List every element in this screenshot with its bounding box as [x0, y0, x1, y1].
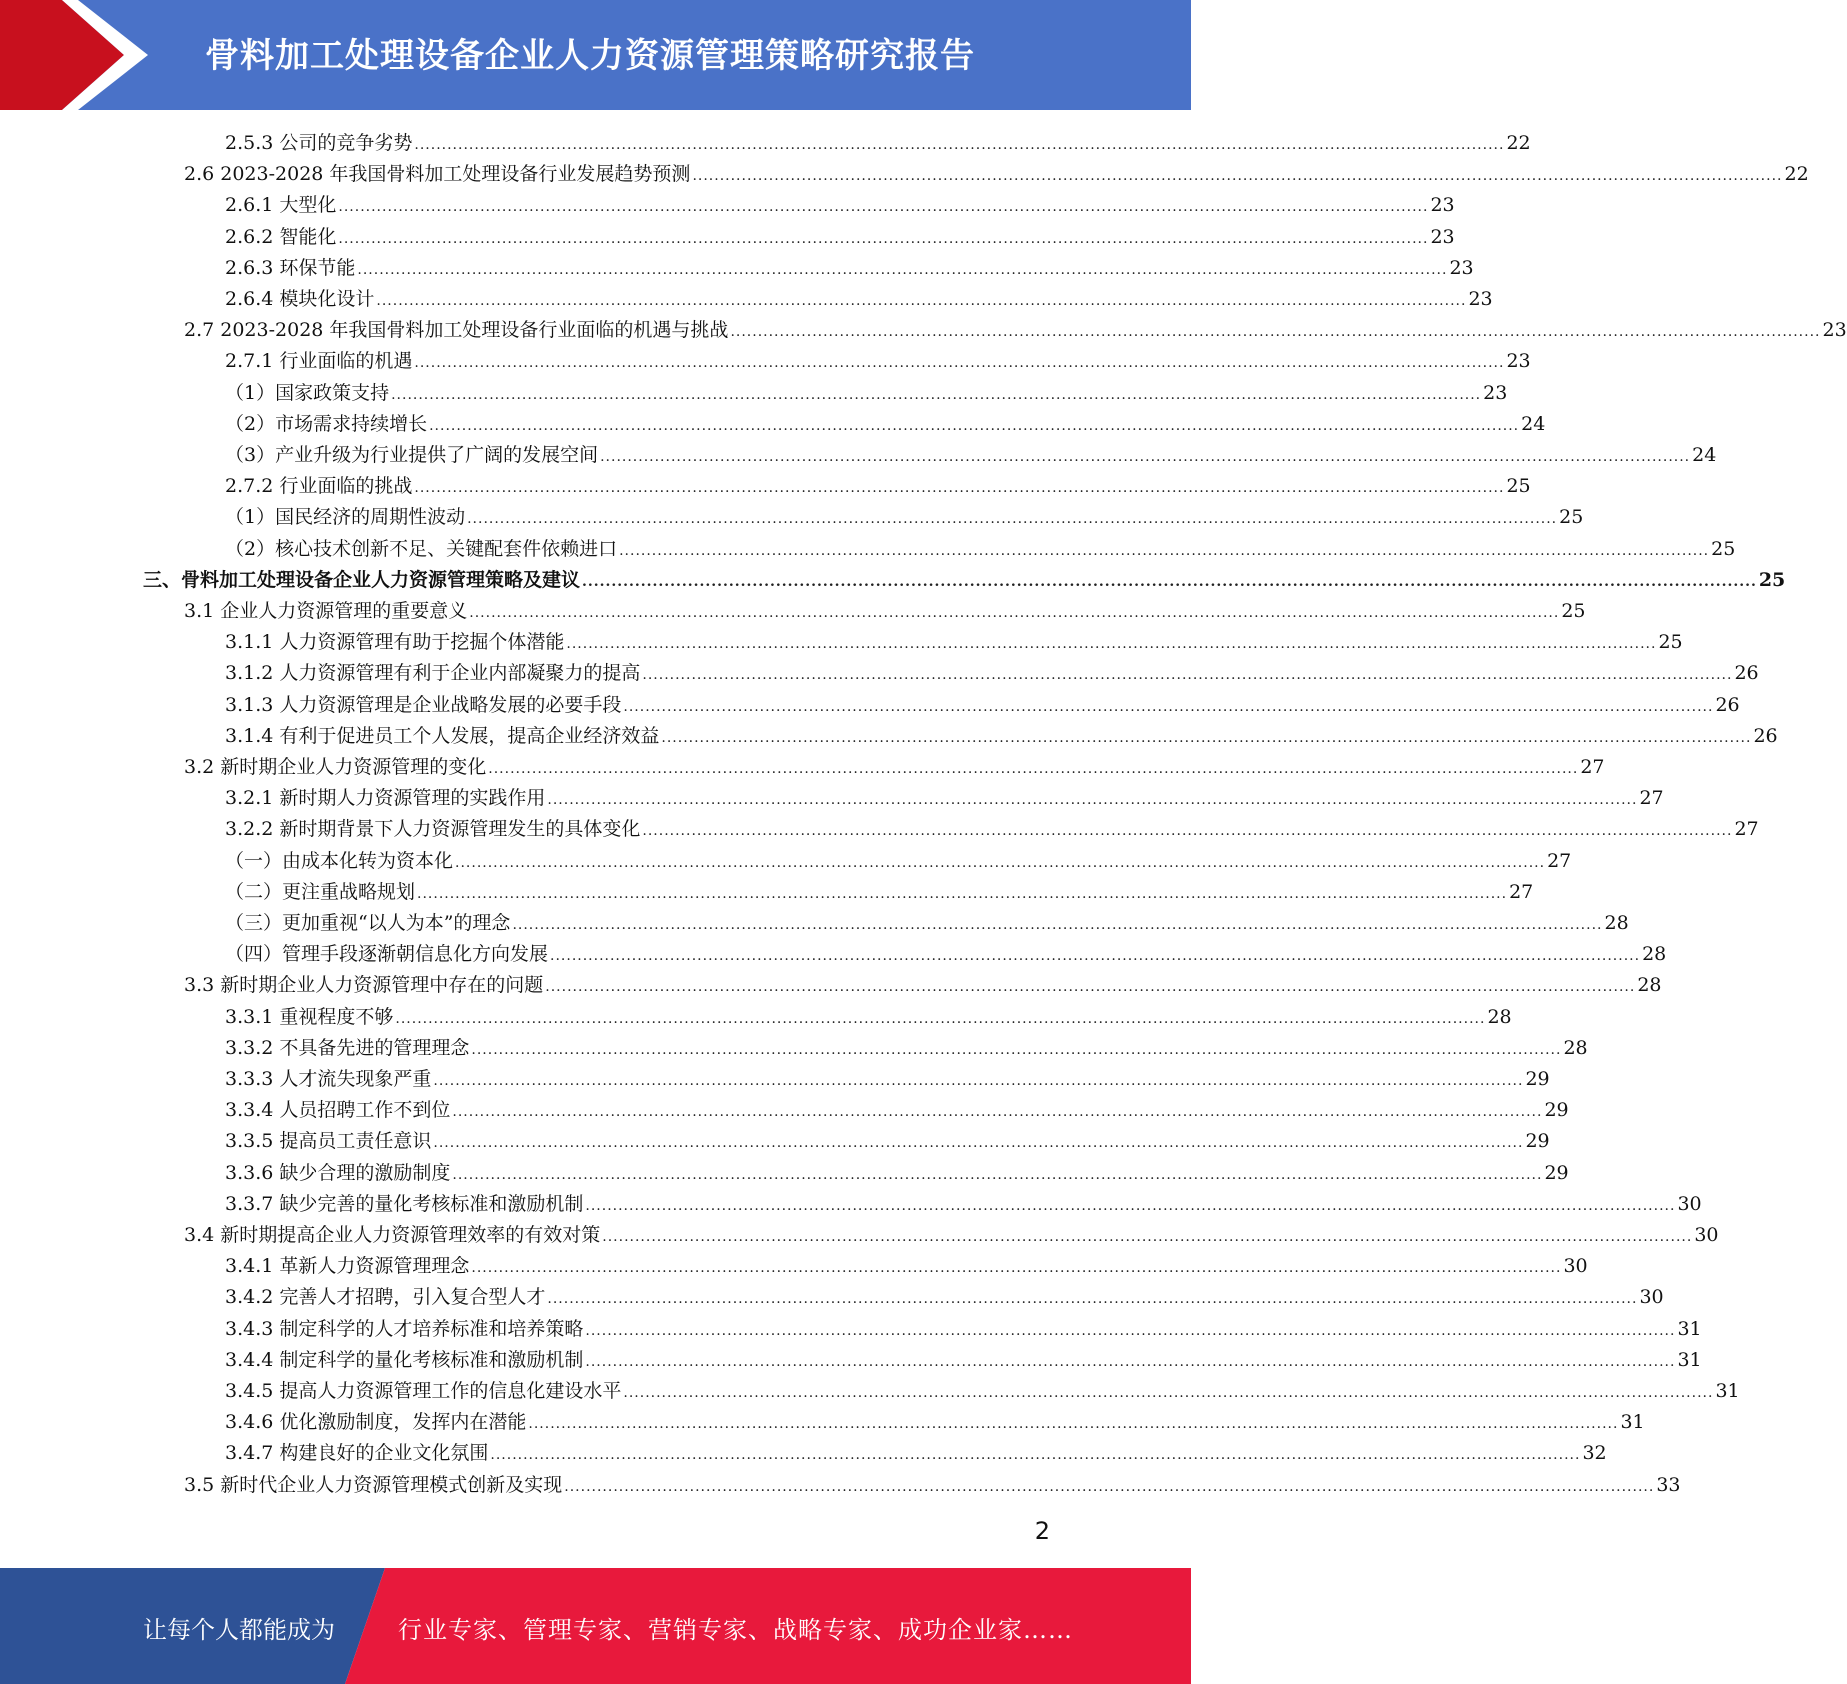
toc-entry-label: 3.5 新时代企业人力资源管理模式创新及实现 — [184, 1473, 563, 1496]
toc-leader-dots: ........................................................................................................................................................................................................ — [623, 1385, 1714, 1401]
toc-entry-page: 29 — [1544, 1161, 1569, 1184]
toc-entry-label: 2.7.1 行业面临的机遇 — [225, 350, 413, 373]
toc-entry-label: 3.3.5 提高员工责任意识 — [225, 1130, 432, 1153]
toc-entry-label: 2.5.3 公司的竞争劣势 — [225, 132, 413, 154]
toc-entry-label: 2.7.2 行业面临的挑战 — [225, 475, 413, 498]
toc-entry-page: 25 — [1658, 631, 1683, 654]
toc-leader-dots: ........................................................................................................................................................................................................ — [414, 137, 1505, 153]
toc-entry-label: （1）国民经济的周期性波动 — [225, 506, 466, 529]
toc-entry[interactable] — [184, 752, 1605, 783]
toc-entry-page: 22 — [1506, 132, 1531, 154]
toc-entry[interactable] — [184, 315, 1847, 346]
toc-entry-label: 3.3.7 缺少完善的量化考核标准和激励机制 — [225, 1192, 584, 1215]
toc-leader-dots: ........................................................................................................................................................................................................ — [623, 698, 1714, 715]
toc-entry-label: 3.4.3 制定科学的人才培养标准和培养策略 — [225, 1317, 584, 1340]
toc-entry-page: 26 — [1753, 724, 1778, 747]
toc-entry-label: 3.4.6 优化激励制度，发挥内在潜能 — [225, 1411, 527, 1434]
toc-entry-label: （二）更注重战略规划 — [225, 880, 416, 903]
toc-leader-dots: ........................................................................................................................................................................................................ — [692, 168, 1783, 185]
toc-entry[interactable] — [225, 846, 1572, 877]
toc-entry-label: 3.4.1 革新人力资源管理理念 — [225, 1255, 470, 1278]
toc-entry-label: 3.4.5 提高人力资源管理工作的信息化建设水平 — [225, 1380, 622, 1402]
toc-entry-page: 22 — [1784, 163, 1809, 186]
toc-entry-label: （四）管理手段逐渐朝信息化方向发展 — [225, 943, 549, 966]
toc-leader-dots: ........................................................................................................................................................................................................ — [452, 1166, 1543, 1183]
toc-entry-page: 24 — [1521, 412, 1546, 435]
toc-entry-page: 23 — [1430, 194, 1455, 217]
toc-leader-dots: ........................................................................................................................................................................................................ — [433, 1073, 1524, 1089]
toc-entry-page: 26 — [1715, 693, 1740, 716]
toc-entry-label: 3.1 企业人力资源管理的重要意义 — [184, 600, 468, 622]
toc-entry-label: 3.3.6 缺少合理的激励制度 — [225, 1161, 451, 1184]
toc-entry-page: 23 — [1449, 256, 1474, 279]
toc-entry[interactable] — [225, 440, 1717, 471]
toc-leader-dots: ........................................................................................................................................................................................................ — [512, 917, 1603, 933]
toc-leader-dots: ........................................................................................................................................................................................................ — [338, 230, 1429, 247]
toc-entry-page: 27 — [1639, 787, 1664, 810]
toc-entry-label: 3.4.4 制定科学的量化考核标准和激励机制 — [225, 1348, 584, 1371]
toc-leader-dots: ........................................................................................................................................................................................................ — [661, 729, 1752, 746]
toc-entry[interactable] — [225, 1251, 1588, 1282]
toc-entry[interactable] — [225, 1033, 1588, 1064]
toc-leader-dots: ........................................................................................................................................................................................................ — [600, 449, 1691, 465]
toc-leader-dots: ........................................................................................................................................................................................................ — [566, 636, 1657, 653]
toc-entry[interactable] — [225, 534, 1736, 565]
toc-entry[interactable] — [225, 1407, 1645, 1438]
toc-entry-page: 30 — [1639, 1286, 1664, 1309]
toc-entry-label: 3.3.4 人员招聘工作不到位 — [225, 1099, 451, 1122]
toc-entry[interactable] — [225, 471, 1531, 502]
toc-entry[interactable] — [225, 222, 1455, 253]
toc-entry[interactable] — [225, 378, 1508, 409]
toc-entry-label: （三）更加重视“以人为本”的理念 — [225, 912, 511, 934]
toc-leader-dots: ........................................................................................................................................................................................................ — [471, 1260, 1562, 1277]
toc-entry-page: 28 — [1642, 943, 1667, 966]
toc-entry-page: 29 — [1525, 1068, 1550, 1090]
toc-entry[interactable] — [225, 690, 1740, 721]
report-footer — [0, 1568, 1191, 1684]
toc-leader-dots: ........................................................................................................................................................................................................ — [547, 1291, 1638, 1308]
toc-entry-label: （2）核心技术创新不足、关键配套件依赖进口 — [225, 537, 618, 560]
toc-entry[interactable] — [225, 908, 1629, 939]
toc-leader-dots: ........................................................................................................................................................................................................ — [585, 1197, 1676, 1214]
toc-entry[interactable] — [225, 1158, 1569, 1189]
toc-leader-dots: ........................................................................................................................................................................................................ — [545, 979, 1636, 996]
toc-entry-page: 29 — [1525, 1130, 1550, 1153]
toc-leader-dots: ........................................................................................................................................................................................................ — [642, 667, 1733, 684]
toc-entry-page: 31 — [1677, 1348, 1702, 1371]
toc-leader-dots: ........................................................................................................................................................................................................ — [564, 1478, 1655, 1495]
toc-entry[interactable] — [225, 1064, 1550, 1095]
toc-leader-dots: ........................................................................................................................................................................................................ — [417, 885, 1508, 902]
toc-leader-dots: ........................................................................................................................................................................................................ — [471, 1041, 1562, 1058]
toc-leader-dots: ........................................................................................................................................................................................................ — [414, 355, 1505, 372]
toc-entry-page: 33 — [1656, 1473, 1681, 1496]
toc-entry[interactable] — [225, 783, 1664, 814]
toc-entry-page: 25 — [1711, 537, 1736, 560]
toc-entry[interactable] — [225, 346, 1531, 377]
toc-entry-page: 25 — [1506, 475, 1531, 498]
toc-entry[interactable] — [184, 1470, 1681, 1501]
toc-leader-dots: ........................................................................................................................................................................................................ — [357, 261, 1448, 278]
toc-entry-label: （2）市场需求持续增长 — [225, 412, 428, 435]
toc-leader-dots: ........................................................................................................................................................................................................ — [414, 480, 1505, 497]
toc-entry[interactable] — [225, 1345, 1702, 1376]
toc-entry-label: （一）由成本化转为资本化 — [225, 849, 454, 872]
toc-leader-dots: ........................................................................................................................................................................................................ — [338, 199, 1429, 216]
toc-leader-dots: ........................................................................................................................................................................................................ — [488, 761, 1579, 777]
toc-entry-page: 23 — [1468, 288, 1493, 310]
toc-entry-page: 30 — [1677, 1192, 1702, 1215]
toc-entry-page: 27 — [1734, 818, 1759, 841]
toc-entry-page: 25 — [1559, 506, 1584, 529]
toc-leader-dots: ........................................................................................................................................................................................................ — [730, 324, 1821, 341]
toc-leader-dots: ........................................................................................................................................................................................................ — [585, 1353, 1676, 1370]
toc-leader-dots: ........................................................................................................................................................................................................ — [550, 948, 1641, 965]
toc-entry-label: 3.4.2 完善人才招聘，引入复合型人才 — [225, 1286, 546, 1309]
toc-entry-page: 26 — [1734, 662, 1759, 685]
toc-entry-label: 2.6.3 环保节能 — [225, 256, 356, 279]
toc-entry[interactable] — [225, 253, 1474, 284]
toc-leader-dots: ........................................................................................................................................................................................................ — [429, 417, 1520, 434]
toc-entry-page: 28 — [1604, 912, 1629, 934]
toc-leader-dots: ........................................................................................................................................................................................................ — [642, 823, 1733, 840]
toc-entry-label: 三、骨料加工处理设备企业人力资源管理策略及建议 — [143, 568, 581, 591]
toc-entry-label: 3.2 新时期企业人力资源管理的变化 — [184, 756, 487, 778]
toc-entry[interactable] — [225, 409, 1546, 440]
toc-leader-dots: ........................................................................................................................................................................................................ — [619, 542, 1710, 559]
toc-entry-label: 3.4.7 构建良好的企业文化氛围 — [225, 1442, 489, 1465]
toc-entry[interactable] — [225, 1095, 1569, 1126]
toc-leader-dots: ........................................................................................................................................................................................................ — [547, 792, 1638, 809]
toc-entry-page: 28 — [1637, 974, 1662, 997]
toc-entry-page: 27 — [1580, 756, 1605, 778]
toc-entry-label: 3.4 新时期提高企业人力资源管理效率的有效对策 — [184, 1224, 601, 1246]
toc-entry[interactable] — [184, 970, 1662, 1001]
toc-leader-dots: ........................................................................................................................................................................................................ — [528, 1416, 1619, 1433]
toc-entry-label: 2.6.1 大型化 — [225, 194, 337, 217]
toc-entry[interactable] — [225, 1002, 1512, 1033]
toc-entry[interactable] — [225, 1282, 1664, 1313]
toc-entry[interactable] — [225, 627, 1683, 658]
toc-entry-label: 2.6.2 智能化 — [225, 225, 337, 248]
toc-entry[interactable] — [225, 814, 1759, 845]
toc-entry[interactable] — [184, 1220, 1719, 1251]
toc-entry-label: 3.3.2 不具备先进的管理理念 — [225, 1036, 470, 1059]
toc-entry[interactable] — [184, 596, 1586, 627]
toc-entry-label: 3.3.1 重视程度不够 — [225, 1005, 394, 1028]
toc-leader-dots: ........................................................................................................................................................................................................ — [469, 605, 1560, 621]
toc-entry-label: 3.3.3 人才流失现象严重 — [225, 1068, 432, 1090]
toc-entry[interactable] — [225, 502, 1584, 533]
toc-entry-label: 3.1.4 有利于促进员工个人发展，提高企业经济效益 — [225, 724, 660, 747]
toc-entry-page: 23 — [1506, 350, 1531, 373]
toc-leader-dots: ........................................................................................................................................................................................................ — [395, 1010, 1486, 1027]
toc-entry-page: 31 — [1677, 1317, 1702, 1340]
toc-entry[interactable] — [225, 721, 1778, 752]
toc-entry[interactable] — [143, 565, 1786, 596]
toc-entry[interactable] — [225, 1126, 1550, 1157]
toc-leader-dots: ........................................................................................................................................................................................................ — [582, 573, 1757, 590]
toc-entry[interactable] — [225, 1314, 1702, 1345]
footer-slogan-right: 行业专家、管理专家、营销专家、战略专家、成功企业家…… — [398, 1616, 1073, 1644]
page-number: 2 — [1034, 1517, 1050, 1545]
toc-entry-label: 3.1.2 人力资源管理有利于企业内部凝聚力的提高 — [225, 662, 641, 685]
toc-entry-label: 2.6 2023-2028 年我国骨料加工处理设备行业发展趋势预测 — [184, 163, 691, 186]
toc-entry-page: 32 — [1582, 1442, 1607, 1465]
toc-leader-dots: ........................................................................................................................................................................................................ — [490, 1447, 1581, 1464]
toc-leader-dots: ........................................................................................................................................................................................................ — [433, 1135, 1524, 1152]
toc-entry-label: 3.1.1 人力资源管理有助于挖掘个体潜能 — [225, 631, 565, 654]
toc-leader-dots: ........................................................................................................................................................................................................ — [467, 511, 1558, 528]
toc-entry-label: （1）国家政策支持 — [225, 381, 390, 404]
toc-entry-label: 3.2.2 新时期背景下人力资源管理发生的具体变化 — [225, 818, 641, 841]
toc-leader-dots: ........................................................................................................................................................................................................ — [455, 854, 1546, 871]
toc-entry-page: 28 — [1563, 1036, 1588, 1059]
toc-entry-page: 29 — [1544, 1099, 1569, 1122]
toc-entry[interactable] — [225, 1189, 1702, 1220]
toc-leader-dots: ........................................................................................................................................................................................................ — [602, 1229, 1693, 1245]
toc-leader-dots: ........................................................................................................................................................................................................ — [376, 293, 1467, 309]
toc-leader-dots: ........................................................................................................................................................................................................ — [585, 1322, 1676, 1339]
toc-entry[interactable] — [225, 1376, 1740, 1407]
toc-entry-label: 3.3 新时期企业人力资源管理中存在的问题 — [184, 974, 544, 997]
toc-entry-page: 30 — [1563, 1255, 1588, 1278]
toc-entry-page: 31 — [1715, 1380, 1740, 1402]
toc-entry[interactable] — [225, 1438, 1607, 1469]
footer-slogan-left: 让每个人都能成为 — [143, 1616, 335, 1644]
toc-entry-label: 2.7 2023-2028 年我国骨料加工处理设备行业面临的机遇与挑战 — [184, 319, 729, 342]
toc-entry-page: 25 — [1758, 568, 1786, 591]
toc-entry[interactable] — [225, 190, 1455, 221]
toc-entry-page: 28 — [1487, 1005, 1512, 1028]
toc-entry[interactable] — [184, 159, 1809, 190]
report-header — [0, 0, 1191, 110]
toc-entry-page: 23 — [1822, 319, 1847, 342]
report-title: 骨料加工处理设备企业人力资源管理策略研究报告 — [205, 36, 975, 76]
toc-entry-page: 25 — [1561, 600, 1586, 622]
toc-entry-page: 27 — [1509, 880, 1534, 903]
toc-leader-dots: ........................................................................................................................................................................................................ — [452, 1104, 1543, 1121]
toc-entry-page: 27 — [1547, 849, 1572, 872]
toc-leader-dots: ........................................................................................................................................................................................................ — [391, 386, 1482, 403]
toc-entry-page: 24 — [1692, 444, 1717, 466]
toc-entry[interactable] — [225, 284, 1493, 315]
toc-entry[interactable] — [225, 939, 1667, 970]
toc-entry-label: 3.1.3 人力资源管理是企业战略发展的必要手段 — [225, 693, 622, 716]
toc-entry[interactable] — [225, 877, 1534, 908]
toc-entry-page: 23 — [1483, 381, 1508, 404]
toc-entry-label: 2.6.4 模块化设计 — [225, 288, 375, 310]
toc-entry-page: 30 — [1694, 1224, 1719, 1246]
toc-entry-label: （3）产业升级为行业提供了广阔的发展空间 — [225, 444, 599, 466]
toc-entry-page: 23 — [1430, 225, 1455, 248]
toc-entry[interactable] — [225, 658, 1759, 689]
toc-entry-page: 31 — [1620, 1411, 1645, 1434]
toc-entry-label: 3.2.1 新时期人力资源管理的实践作用 — [225, 787, 546, 810]
toc-entry[interactable] — [225, 128, 1531, 159]
